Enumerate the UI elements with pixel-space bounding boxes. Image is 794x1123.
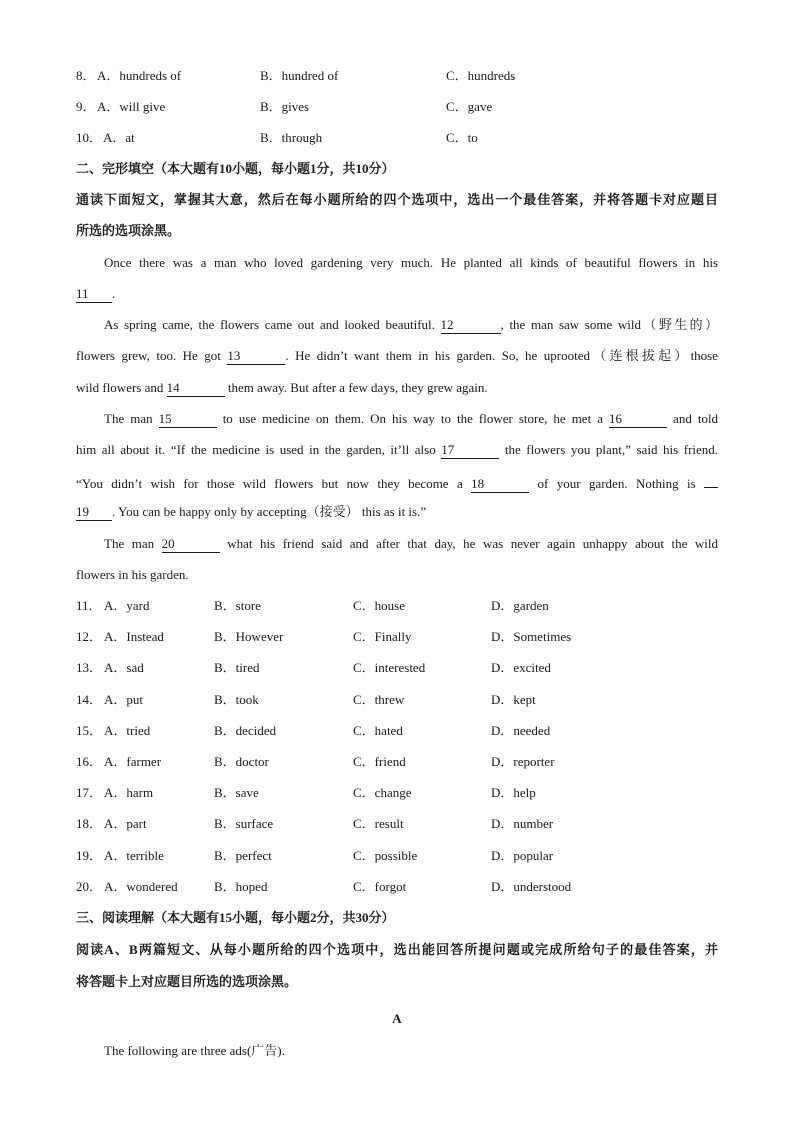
- option-a: A．Instead: [104, 629, 164, 644]
- option-a: A．tried: [104, 723, 151, 738]
- blank-19: 19: [76, 504, 112, 521]
- section-heading: 二、完形填空（本大题有10小题，每小题1分，共10分）: [76, 161, 395, 176]
- option-a: A．wondered: [104, 879, 178, 894]
- option-d: D．number: [491, 816, 554, 831]
- option-a: A．part: [104, 816, 147, 831]
- option-c: C．to: [446, 130, 478, 145]
- option-d: D．Sometimes: [491, 629, 572, 644]
- option-d: D．kept: [491, 692, 536, 707]
- option-a: A．harm: [104, 785, 154, 800]
- option-b: B．decided: [214, 723, 277, 738]
- option-d: D．understood: [491, 879, 572, 894]
- passage-line: “You didn’t wish for those wild flowers but now they become a 18 of your garden. Nothing is: [76, 471, 718, 491]
- option-b: B．hoped: [214, 879, 268, 894]
- option-c: C．forgot: [353, 879, 407, 894]
- option-b: B．through: [260, 130, 323, 145]
- blank-11: 11: [76, 286, 112, 303]
- option-c: C．gave: [446, 99, 493, 114]
- option-d: D．reporter: [491, 754, 555, 769]
- blank-16: 16: [609, 411, 667, 428]
- section-instruction: 将答题卡上对应题目所选的选项涂黑。: [76, 974, 298, 989]
- blank-20: 20: [162, 536, 220, 553]
- option-a: A．yard: [104, 598, 150, 613]
- blank-18: 18: [471, 476, 529, 493]
- option-c: C．hundreds: [446, 68, 516, 83]
- passage-line: flowers grew, too. He got 13 . He didn’t want them in his garden. So, he uprooted（连根拔起）those: [76, 348, 719, 363]
- option-a: A．sad: [104, 660, 144, 675]
- option-c: C．Finally: [353, 629, 412, 644]
- option-a: A．at: [103, 130, 135, 145]
- option-d: D．popular: [491, 848, 554, 863]
- passage-line: wild flowers and 14 them away. But after a few days, they grew again.: [76, 380, 488, 395]
- passage-line: flowers in his garden.: [76, 567, 189, 582]
- blank-17: 17: [441, 442, 499, 459]
- option-d: D．help: [491, 785, 536, 800]
- section-heading: 三、阅读理解（本大题有15小题，每小题2分，共30分）: [76, 910, 395, 925]
- option-b: B．save: [214, 785, 259, 800]
- option-c: C．change: [353, 785, 412, 800]
- option-c: C．possible: [353, 848, 418, 863]
- passage-line: The man 20 what his friend said and after that day, he was never again unhappy about the wild: [104, 536, 719, 551]
- passage-line: As spring came, the flowers came out and looked beautiful. 12 , the man saw some wild（野生的）: [104, 317, 718, 332]
- question-number: 11．: [76, 598, 102, 613]
- blank-14: 14: [167, 380, 225, 397]
- question-number: 13．: [76, 660, 103, 675]
- option-b: B．store: [214, 598, 261, 613]
- passage-line: 11 .: [76, 286, 116, 301]
- option-b: B．hundred of: [260, 68, 339, 83]
- option-b: B．doctor: [214, 754, 269, 769]
- option-c: C．house: [353, 598, 406, 613]
- option-c: C．threw: [353, 692, 405, 707]
- question-number: 10．: [76, 130, 103, 145]
- section-instruction: 通读下面短文，掌握其大意，然后在每小题所给的四个选项中，选出一个最佳答案，并将答题卡对应题目: [76, 192, 718, 207]
- option-a: A．farmer: [104, 754, 162, 769]
- section-instruction: 所选的选项涂黑。: [76, 223, 181, 238]
- option-a: A．hundreds of: [97, 68, 182, 83]
- option-c: C．interested: [353, 660, 426, 675]
- option-a: A．terrible: [104, 848, 164, 863]
- option-a: A．put: [104, 692, 144, 707]
- passage-line: Once there was a man who loved gardening very much. He planted all kinds of beautiful flowers in his: [104, 255, 718, 270]
- blank-15: 15: [159, 411, 217, 428]
- question-number: 9．: [76, 99, 96, 114]
- option-b: B．surface: [214, 816, 274, 831]
- option-c: C．hated: [353, 723, 403, 738]
- section-instruction: 阅读A、B两篇短文、从每小题所给的四个选项中，选出能回答所提问题或完成所给句子的最佳答案，并: [76, 942, 718, 957]
- question-number: 8．: [76, 68, 96, 83]
- blank-13: 13: [227, 348, 285, 365]
- option-c: C．result: [353, 816, 404, 831]
- blank-19-start: [704, 471, 718, 488]
- question-number: 17．: [76, 785, 103, 800]
- option-b: B．However: [214, 629, 284, 644]
- option-b: B．perfect: [214, 848, 272, 863]
- option-d: D．excited: [491, 660, 551, 675]
- option-d: D．garden: [491, 598, 549, 613]
- option-b: B．took: [214, 692, 259, 707]
- question-number: 20．: [76, 879, 103, 894]
- option-d: D．needed: [491, 723, 551, 738]
- question-number: 18．: [76, 816, 103, 831]
- passage-line: 19 . You can be happy only by accepting（接受） this as it is.”: [76, 504, 427, 519]
- question-number: 12．: [76, 629, 103, 644]
- question-number: 14．: [76, 692, 103, 707]
- option-b: B．gives: [260, 99, 310, 114]
- passage-line: The man 15 to use medicine on them. On his way to the flower store, he met a 16 and told: [104, 411, 719, 426]
- question-number: 15．: [76, 723, 103, 738]
- passage-line: him all about it. “If the medicine is used in the garden, it’ll also 17 the flowers you plant,” said his friend.: [76, 442, 719, 457]
- passage-title: A: [392, 1011, 402, 1026]
- option-a: A．will give: [97, 99, 166, 114]
- question-number: 19．: [76, 848, 103, 863]
- passage-intro: The following are three ads(广告).: [104, 1043, 285, 1058]
- option-b: B．tired: [214, 660, 260, 675]
- question-number: 16．: [76, 754, 103, 769]
- blank-12: 12: [441, 317, 501, 334]
- option-c: C．friend: [353, 754, 406, 769]
